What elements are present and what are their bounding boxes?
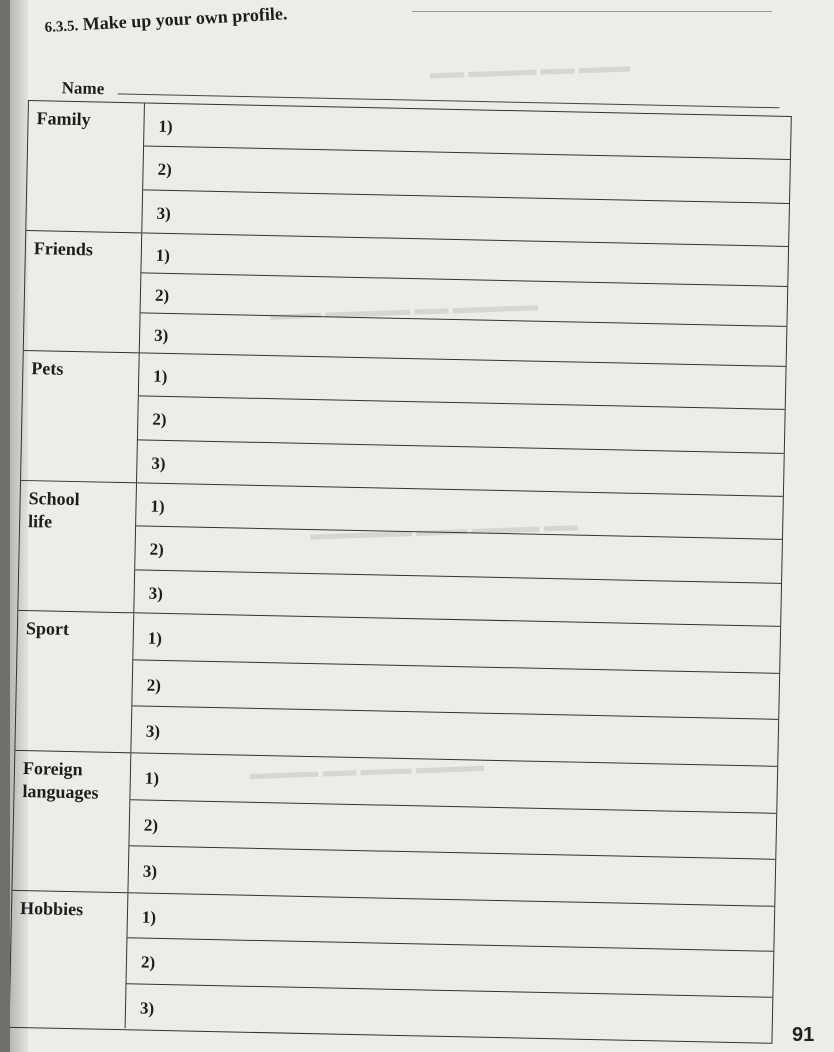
bleed-through: ▬▬▬▬▬ ▬▬ ▬▬▬▬▬ ▬▬▬ (269, 295, 538, 324)
bleed-through: ▬▬▬ ▬▬ ▬▬▬▬ ▬▬ (429, 56, 631, 83)
answer-number: 3) (153, 325, 169, 345)
profile-section (21, 351, 786, 497)
answer-number: 3) (151, 453, 166, 473)
answer-number: 2) (152, 410, 167, 430)
answer-number: 2) (154, 285, 170, 305)
profile-section (12, 751, 777, 907)
answer-number: 1) (147, 628, 163, 648)
answer-number: 3) (156, 203, 172, 223)
answer-number: 2) (157, 160, 172, 180)
profile-table (10, 100, 792, 1044)
answer-number: 2) (149, 540, 164, 560)
answer-number: 1) (158, 116, 173, 137)
page-number: 91 (792, 1024, 815, 1046)
answer-number: 1) (141, 907, 157, 928)
answer-lines (126, 893, 775, 1041)
profile-section (10, 891, 774, 1042)
answer-number: 2) (143, 815, 159, 835)
answer-lines (137, 353, 786, 496)
category-label: Friends (24, 231, 142, 352)
answer-number: 1) (144, 768, 160, 788)
answer-lines (128, 753, 777, 905)
category-label: Family (26, 101, 145, 232)
answer-lines (140, 233, 788, 366)
profile-section (24, 231, 788, 367)
answer-lines (131, 613, 780, 765)
answer-number: 3) (145, 721, 161, 742)
answer-number: 3) (139, 998, 155, 1018)
answer-number: 1) (153, 366, 168, 387)
answer-lines (142, 103, 791, 246)
answer-number: 2) (146, 675, 162, 695)
category-label: Foreign languages (12, 751, 131, 892)
answer-number: 2) (140, 953, 156, 973)
bleed-through: ▬▬▬▬ ▬▬▬ ▬▬ ▬▬▬▬ (249, 755, 484, 784)
profile-section (15, 611, 780, 767)
name-label: Name (61, 78, 105, 99)
exercise-title: Make up your own profile. (82, 3, 288, 34)
exercise-heading (44, 3, 288, 37)
answer-number: 1) (155, 245, 171, 265)
category-label: Pets (21, 351, 140, 482)
answer-number: 1) (150, 496, 165, 517)
answer-lines (134, 483, 783, 626)
category-label: School life (18, 481, 137, 612)
answer-number: 3) (148, 583, 164, 603)
answer-number: 3) (142, 861, 158, 882)
exercise-number: 6.3.5. (44, 18, 79, 36)
top-rule (412, 11, 772, 12)
profile-section (26, 101, 791, 247)
profile-section (18, 481, 783, 627)
workbook-page (10, 0, 834, 1052)
bleed-through: ▬▬ ▬▬▬▬ ▬▬▬ ▬▬▬▬▬▬ (309, 515, 578, 544)
category-label: Hobbies (10, 891, 128, 1028)
category-label: Sport (15, 611, 134, 752)
